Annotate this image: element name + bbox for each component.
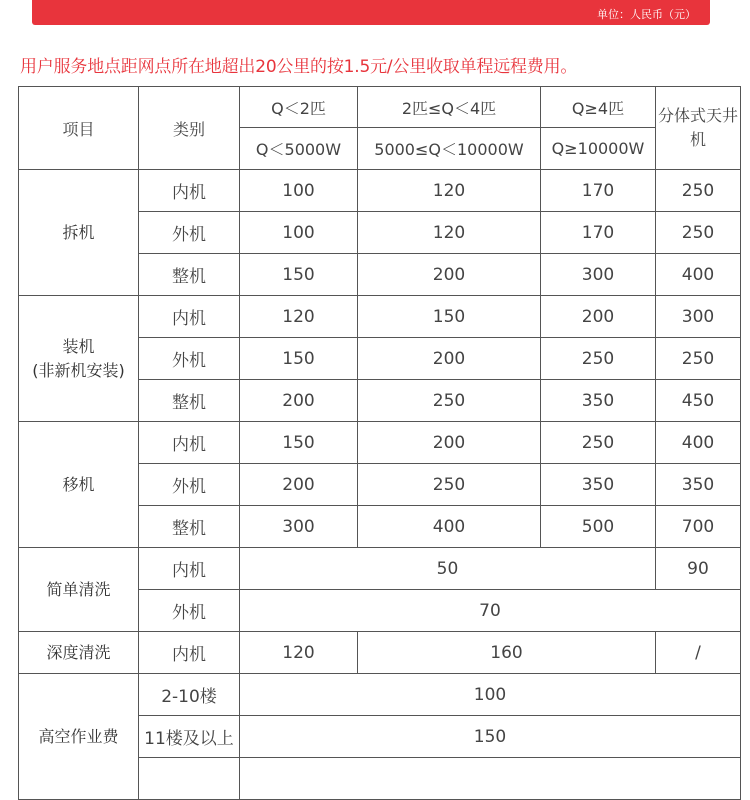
- price-cell: 250: [541, 338, 656, 380]
- price-cell: 300: [541, 254, 656, 296]
- install-sublabel: (非新机安装): [32, 360, 125, 380]
- price-cell: 150: [240, 716, 741, 758]
- type-cell: 外机: [139, 212, 240, 254]
- table-row: [19, 632, 741, 674]
- unit-label: 单位：人民币（元）: [597, 8, 696, 21]
- service-fee-table: [18, 86, 741, 800]
- header-category: 类别: [139, 87, 240, 170]
- table-row: [19, 548, 741, 590]
- price-cell: 300: [656, 296, 741, 338]
- price-cell: 200: [240, 464, 358, 506]
- type-cell: 外机: [139, 590, 240, 632]
- header-col4: 分体式天井机: [656, 87, 741, 170]
- price-cell: [240, 758, 741, 800]
- price-cell: 50: [240, 548, 656, 590]
- price-cell: 400: [656, 254, 741, 296]
- price-cell: 250: [656, 338, 741, 380]
- table-row: [19, 674, 741, 716]
- price-cell: /: [656, 632, 741, 674]
- header-row-top: [19, 87, 741, 128]
- price-cell: 400: [656, 422, 741, 464]
- type-cell: 内机: [139, 296, 240, 338]
- type-cell: 外机: [139, 338, 240, 380]
- section-label-simple-clean: 简单清洗: [19, 548, 139, 632]
- type-cell: 整机: [139, 506, 240, 548]
- price-cell: 100: [240, 674, 741, 716]
- section-label-install: [19, 296, 139, 422]
- price-cell: 120: [240, 296, 358, 338]
- type-cell: 内机: [139, 422, 240, 464]
- price-cell: 200: [541, 296, 656, 338]
- price-cell: 120: [358, 170, 541, 212]
- type-cell: [139, 758, 240, 800]
- price-cell: 150: [240, 338, 358, 380]
- price-cell: 120: [240, 632, 358, 674]
- type-cell: 外机: [139, 464, 240, 506]
- header-col1-top: Q＜2匹: [240, 87, 358, 128]
- price-cell: 150: [240, 254, 358, 296]
- price-cell: 200: [358, 254, 541, 296]
- price-cell: 350: [656, 464, 741, 506]
- section-label-high-altitude: 高空作业费: [19, 674, 139, 800]
- price-cell: 100: [240, 212, 358, 254]
- price-cell: 350: [541, 464, 656, 506]
- price-cell: 200: [240, 380, 358, 422]
- price-cell: 250: [358, 464, 541, 506]
- price-cell: 100: [240, 170, 358, 212]
- section-label-remove: 拆机: [19, 170, 139, 296]
- price-cell: 200: [358, 338, 541, 380]
- price-cell: 250: [656, 212, 741, 254]
- price-cell: 150: [240, 422, 358, 464]
- type-cell: 整机: [139, 254, 240, 296]
- type-cell: 内机: [139, 632, 240, 674]
- install-label: 装机: [62, 336, 95, 356]
- header-col2-bottom: 5000≤Q＜10000W: [358, 128, 541, 170]
- price-cell: 250: [656, 170, 741, 212]
- type-cell: 整机: [139, 380, 240, 422]
- header-item: 项目: [19, 87, 139, 170]
- table-row: [19, 422, 741, 464]
- price-cell: 70: [240, 590, 741, 632]
- price-cell: 350: [541, 380, 656, 422]
- price-cell: 250: [541, 422, 656, 464]
- price-cell: 170: [541, 212, 656, 254]
- header-col2-top: 2匹≤Q＜4匹: [358, 87, 541, 128]
- price-cell: 200: [358, 422, 541, 464]
- price-cell: 120: [358, 212, 541, 254]
- price-cell: 160: [358, 632, 656, 674]
- section-label-deep-clean: 深度清洗: [19, 632, 139, 674]
- price-cell: 400: [358, 506, 541, 548]
- unit-banner: [32, 0, 710, 25]
- type-cell: 内机: [139, 170, 240, 212]
- header-col3-top: Q≥4匹: [541, 87, 656, 128]
- price-cell: 500: [541, 506, 656, 548]
- table-row: [19, 170, 741, 212]
- section-label-move: 移机: [19, 422, 139, 548]
- price-cell: 250: [358, 380, 541, 422]
- table-row: [19, 296, 741, 338]
- header-col3-bottom: Q≥10000W: [541, 128, 656, 170]
- type-cell: 内机: [139, 548, 240, 590]
- price-cell: 170: [541, 170, 656, 212]
- price-cell: 700: [656, 506, 741, 548]
- type-cell: 11楼及以上: [139, 716, 240, 758]
- remote-fee-notice: 用户服务地点距网点所在地超出20公里的按1.5元/公里收取单程远程费用。: [20, 57, 578, 77]
- price-cell: 450: [656, 380, 741, 422]
- price-cell: 300: [240, 506, 358, 548]
- price-cell: 150: [358, 296, 541, 338]
- price-cell: 90: [656, 548, 741, 590]
- header-col1-bottom: Q＜5000W: [240, 128, 358, 170]
- type-cell: 2-10楼: [139, 674, 240, 716]
